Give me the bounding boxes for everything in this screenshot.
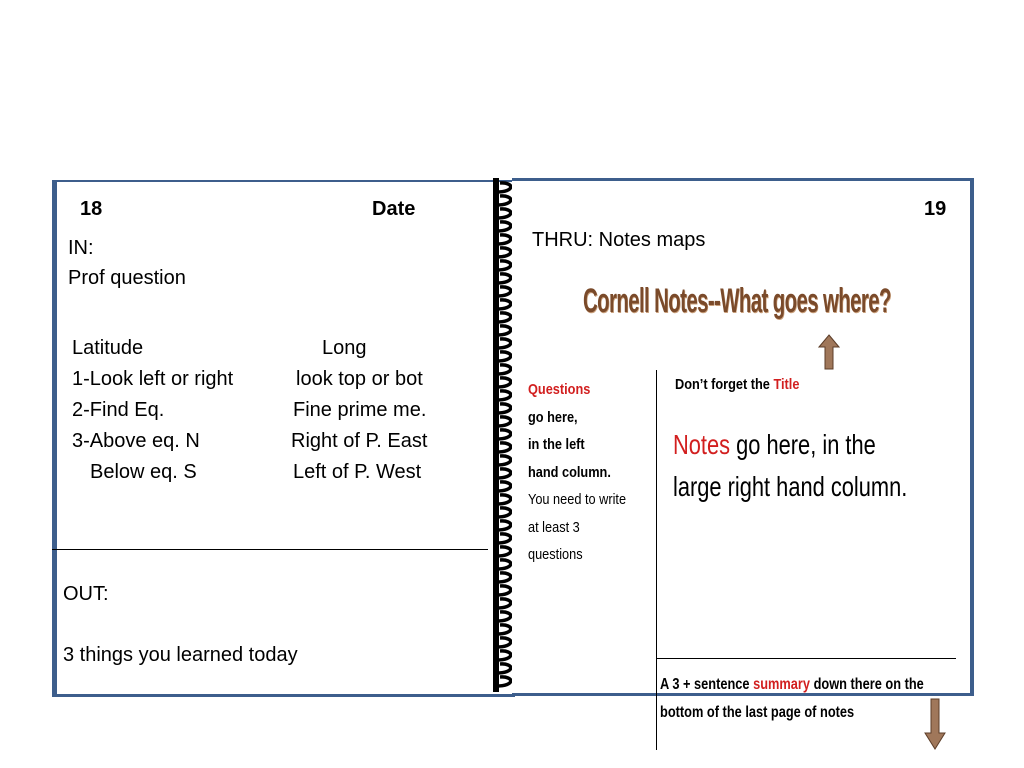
table-row-3-left: 3-Above eq. N: [72, 430, 200, 452]
table-row-3-right: Right of P. East: [291, 430, 428, 452]
cornell-summary-divider: [656, 658, 956, 659]
table-row-4-left: Below eq. S: [90, 461, 197, 483]
table-header-longitude: Long: [322, 337, 367, 359]
table-row-4-right: Left of P. West: [293, 461, 422, 483]
table-row-2-left: 2-Find Eq.: [72, 399, 165, 421]
right-page-number: 19: [924, 198, 947, 220]
out-text: 3 things you learned today: [63, 644, 298, 666]
questions-column-text: Questions go here, in the left hand column. You need to write at least 3 questions: [528, 381, 627, 563]
dont-forget-title-note: Don’t forget the Title: [675, 376, 800, 393]
in-label: IN:: [68, 237, 94, 259]
cornell-column-divider: [656, 370, 657, 750]
table-header-latitude: Latitude: [72, 337, 144, 359]
arrow-up-icon: [818, 334, 840, 370]
date-label: Date: [372, 198, 416, 220]
out-label: OUT:: [63, 583, 109, 605]
in-text: Prof question: [68, 267, 186, 289]
thru-text: THRU: Notes maps: [532, 229, 706, 251]
notes-column-text: Notes go here, in the large right hand column.: [673, 429, 908, 502]
arrow-down-icon: [924, 698, 946, 750]
table-row-1-left: 1-Look left or right: [72, 368, 234, 390]
summary-text: A 3 + sentence summary down there on the bottom of the last page of notes: [660, 676, 924, 721]
out-divider: [52, 549, 488, 550]
table-row-2-right: Fine prime me.: [293, 399, 427, 421]
table-row-1-right: look top or bot: [296, 368, 423, 390]
cornell-title: Cornell Notes--What goes where?: [583, 282, 891, 320]
left-page-number: 18: [80, 198, 103, 220]
